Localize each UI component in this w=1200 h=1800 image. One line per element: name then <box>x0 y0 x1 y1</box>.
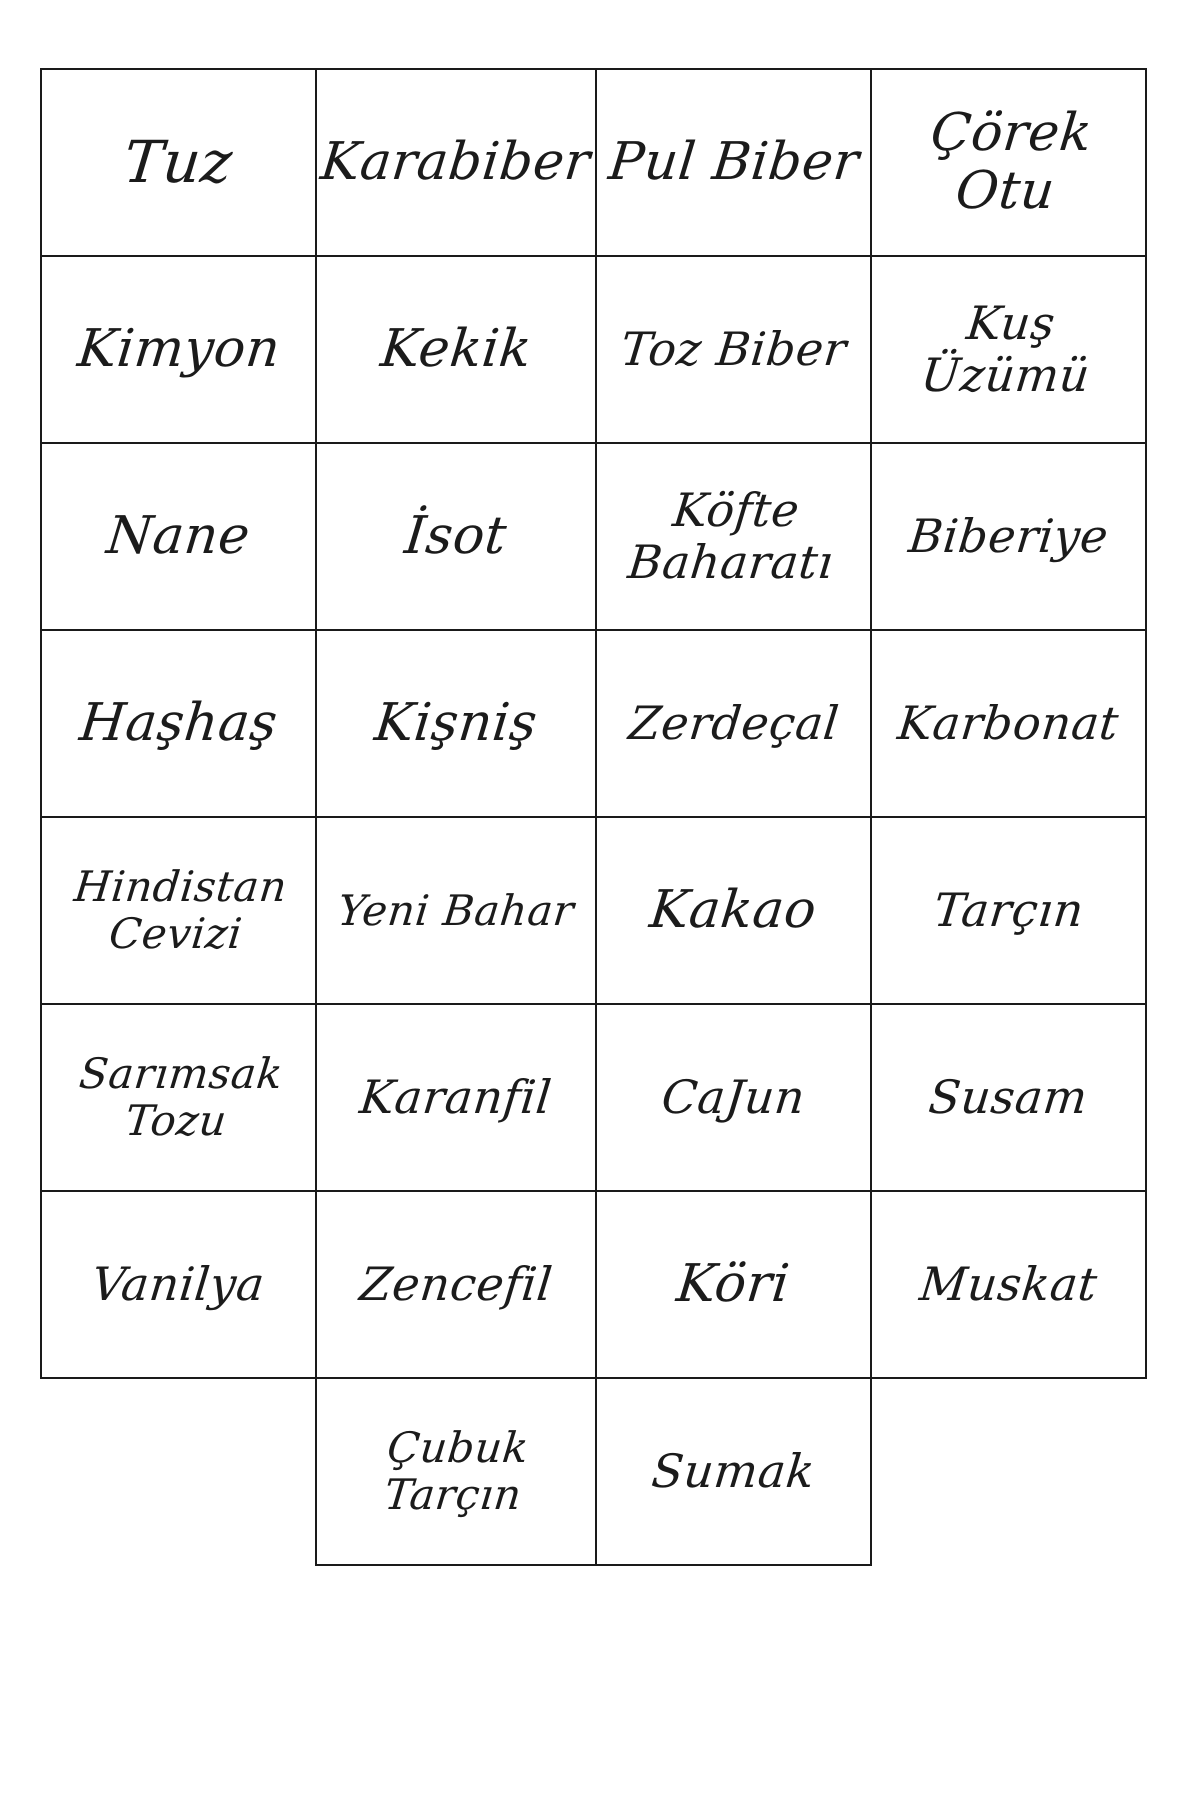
label-cell[interactable] <box>315 629 597 818</box>
label-text: Sarımsak Tozu <box>76 1049 286 1146</box>
label-text: Yeni Bahar <box>335 885 577 935</box>
label-text: Susam <box>926 1069 1091 1124</box>
label-cell[interactable] <box>40 816 317 1005</box>
label-text: Zerdeçal <box>625 695 842 750</box>
label-text: CaJun <box>659 1069 808 1124</box>
label-cell[interactable] <box>870 68 1147 257</box>
label-text: Tarçın <box>930 882 1087 937</box>
label-cell[interactable] <box>40 68 317 257</box>
label-text: Vanilya <box>89 1256 268 1311</box>
label-cell[interactable] <box>40 442 317 631</box>
label-cell[interactable] <box>595 816 872 1005</box>
label-cell[interactable] <box>595 255 872 444</box>
label-text: Tuz <box>120 128 237 197</box>
label-cell[interactable] <box>595 1003 872 1192</box>
label-text: Kişniş <box>371 693 541 754</box>
label-cell-empty <box>40 1377 317 1566</box>
label-text: Kakao <box>647 880 820 941</box>
label-text: Sumak <box>649 1443 818 1498</box>
label-text: Pul Biber <box>605 132 862 193</box>
label-cell[interactable] <box>870 1190 1147 1379</box>
label-text: Karabiber <box>318 132 594 193</box>
label-cell[interactable] <box>315 1190 597 1379</box>
label-cell[interactable] <box>40 255 317 444</box>
label-cell[interactable] <box>870 629 1147 818</box>
label-grid <box>40 68 1162 1564</box>
label-text: Toz Biber <box>618 321 850 376</box>
label-text: Çubuk Tarçın <box>382 1423 532 1520</box>
label-text: Biberiye <box>906 508 1111 563</box>
label-text: Haşhaş <box>76 693 281 754</box>
label-cell[interactable] <box>870 255 1147 444</box>
label-cell[interactable] <box>315 1003 597 1192</box>
label-text: Kuş Üzümü <box>918 295 1093 402</box>
label-cell[interactable] <box>40 629 317 818</box>
label-text: Karbonat <box>895 695 1122 750</box>
label-cell[interactable] <box>595 1190 872 1379</box>
label-cell[interactable] <box>315 442 597 631</box>
label-text: Köfte Baharatı <box>625 482 837 589</box>
label-cell[interactable] <box>595 442 872 631</box>
label-cell[interactable] <box>315 68 597 257</box>
label-cell[interactable] <box>595 68 872 257</box>
label-text: Köri <box>674 1254 793 1315</box>
label-text: Karanfil <box>357 1069 555 1124</box>
label-text: Zencefil <box>357 1256 556 1311</box>
label-cell[interactable] <box>315 1377 597 1566</box>
label-text: Nane <box>103 506 254 567</box>
label-cell[interactable] <box>40 1190 317 1379</box>
label-text: Muskat <box>917 1256 1100 1311</box>
label-cell[interactable] <box>315 255 597 444</box>
label-text: Çörek Otu <box>928 103 1096 222</box>
label-text: Kekik <box>377 319 535 380</box>
label-cell[interactable] <box>870 816 1147 1005</box>
label-cell[interactable] <box>595 1377 872 1566</box>
label-cell[interactable] <box>870 1003 1147 1192</box>
label-text: İsot <box>402 506 510 567</box>
label-cell[interactable] <box>595 629 872 818</box>
label-cell[interactable] <box>315 816 597 1005</box>
label-text: Hindistan Cevizi <box>72 862 290 959</box>
label-cell[interactable] <box>40 1003 317 1192</box>
label-cell[interactable] <box>870 442 1147 631</box>
label-text: Kimyon <box>74 319 283 380</box>
label-cell-empty <box>870 1377 1147 1566</box>
